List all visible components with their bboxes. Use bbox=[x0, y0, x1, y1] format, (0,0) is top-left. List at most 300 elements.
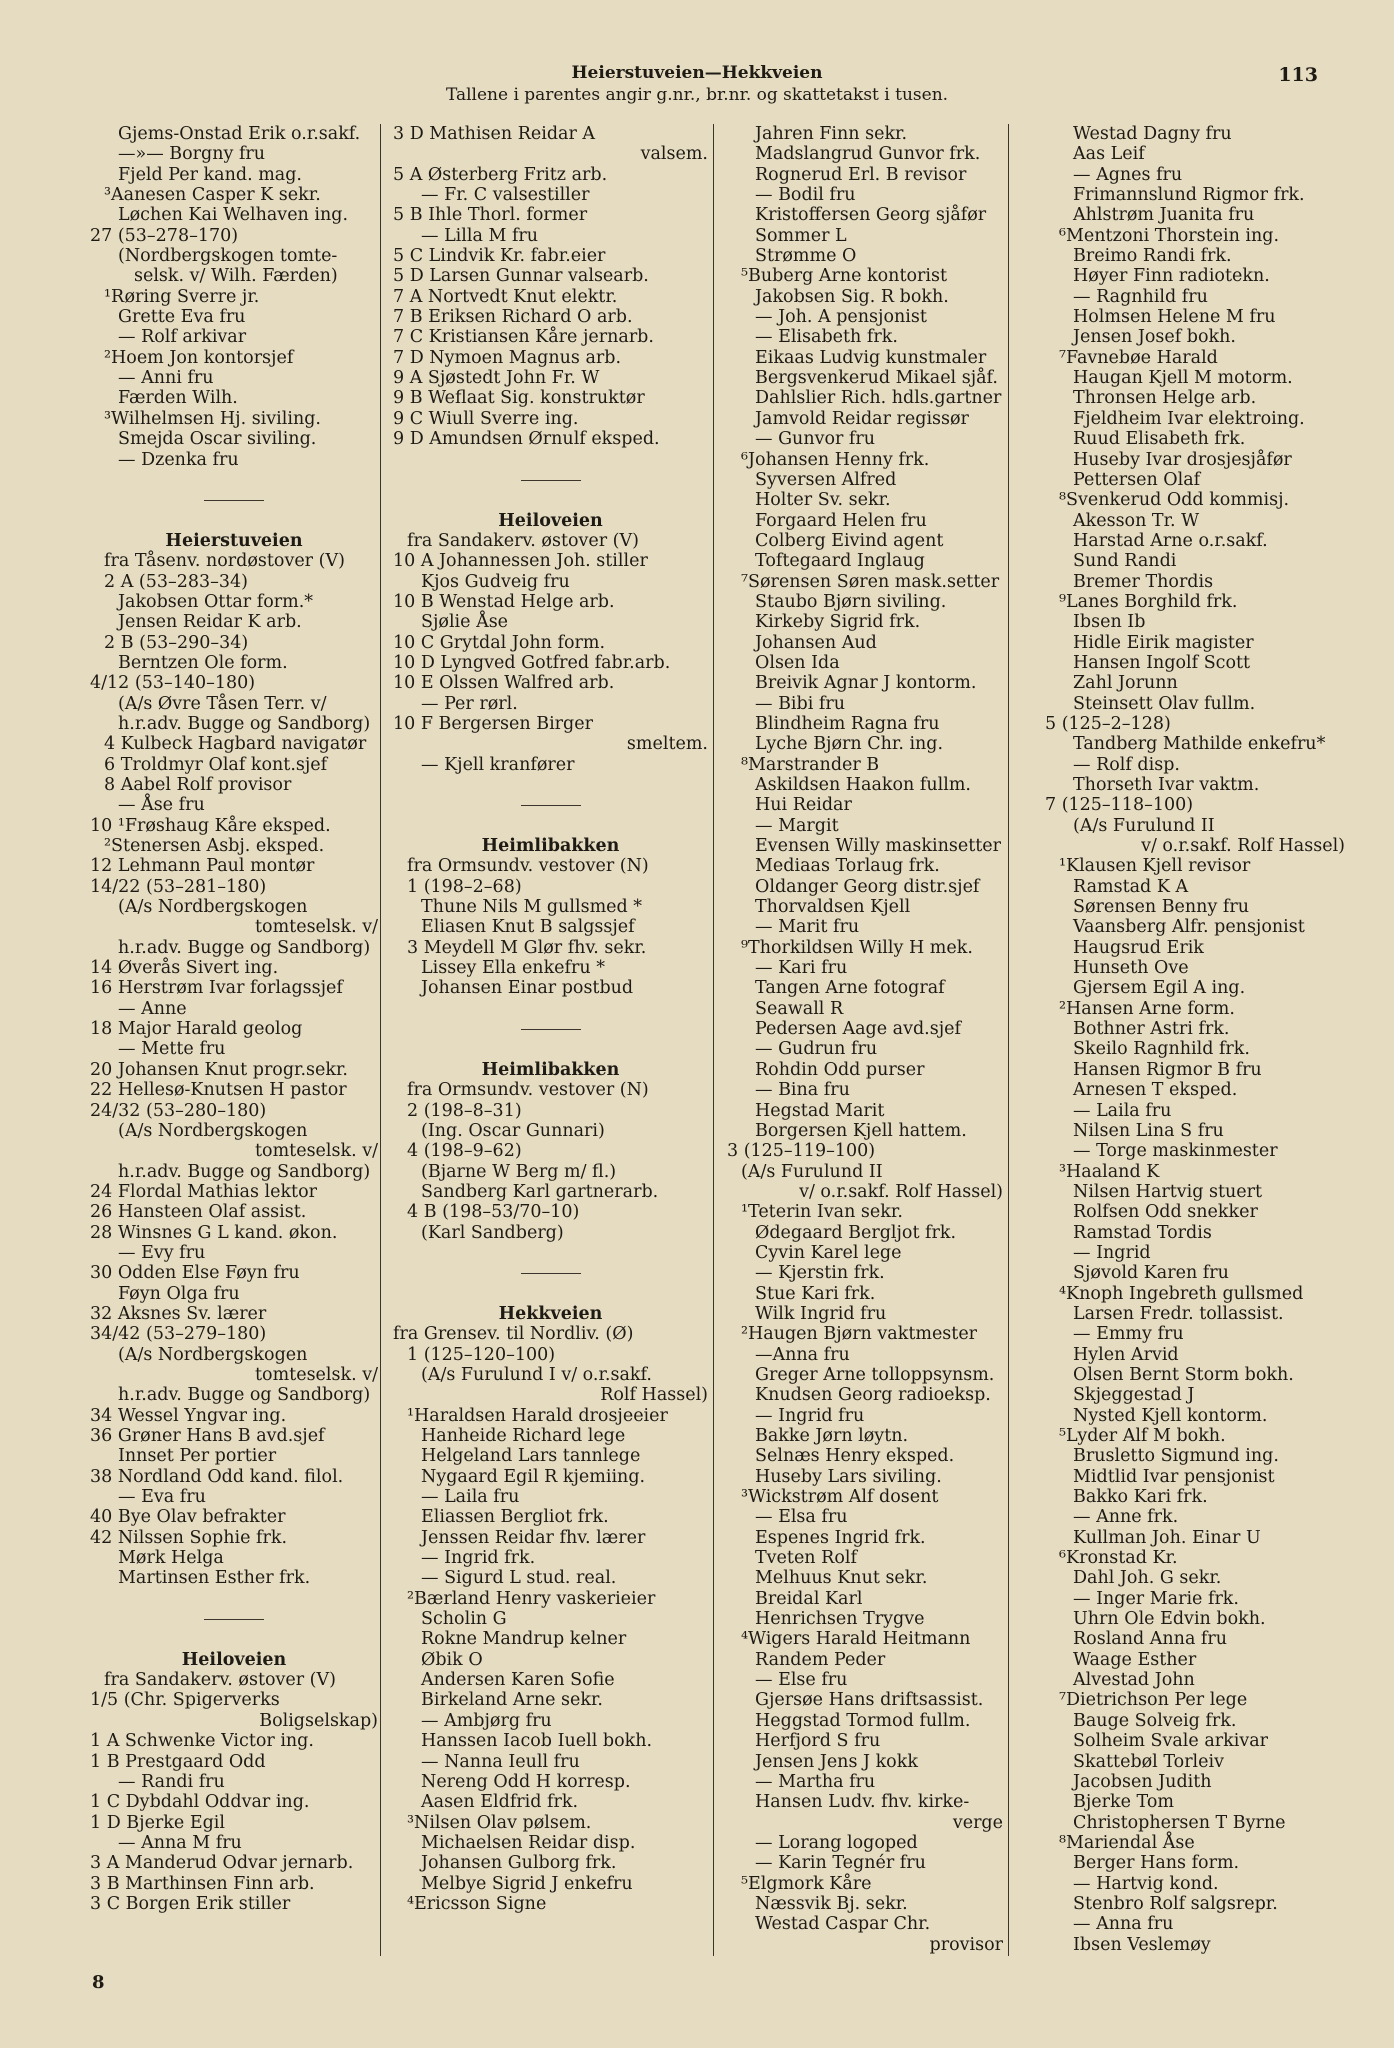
directory-line: Sandberg Karl gartnerarb. bbox=[421, 1181, 659, 1202]
directory-line: 9 D Amundsen Ørnulf eksped. bbox=[393, 429, 660, 450]
directory-line: 27 (53–278–170) bbox=[90, 225, 239, 246]
directory-line: 8 Aabel Rolf provisor bbox=[104, 775, 292, 795]
directory-line: Jensen Jens J kokk bbox=[755, 1751, 918, 1772]
directory-line: 3 B Marthinsen Finn arb. bbox=[90, 1873, 315, 1894]
directory-line: ¹Teterin Ivan sekr. bbox=[741, 1202, 903, 1223]
directory-line: Henrichsen Trygve bbox=[755, 1609, 925, 1630]
directory-line: (A/s Øvre Tåsen Terr. v/ bbox=[118, 693, 327, 714]
directory-line: Rolfsen Odd snekker bbox=[1073, 1202, 1258, 1223]
directory-line: smeltem. bbox=[626, 734, 708, 755]
directory-line: Lyche Bjørn Chr. ing. bbox=[755, 734, 944, 755]
directory-line: 3 Meydell M Glør fhv. sekr. bbox=[407, 937, 647, 958]
spacer bbox=[393, 1243, 708, 1263]
spacer bbox=[393, 1039, 708, 1059]
directory-line: 9 B Weflaat Sig. konstruktør bbox=[393, 388, 645, 409]
section-heading: Heierstuveien bbox=[165, 530, 303, 551]
directory-line: Staubo Bjørn siviling. bbox=[755, 591, 947, 612]
directory-line: Blindheim Ragna fru bbox=[755, 713, 940, 734]
spacer bbox=[90, 1629, 378, 1649]
directory-line: 1 B Prestgaard Odd bbox=[90, 1751, 266, 1772]
directory-line: Evensen Willy maskinsetter bbox=[755, 836, 1001, 857]
directory-line: 4/12 (53–140–180) bbox=[90, 673, 256, 694]
directory-line: tomteselsk. v/ bbox=[255, 1141, 378, 1162]
directory-line: — Mette fru bbox=[118, 1039, 226, 1060]
directory-line: Skjeggestad J bbox=[1073, 1385, 1195, 1406]
page-number: 113 bbox=[1278, 64, 1318, 86]
directory-line: — Torge maskinmester bbox=[1073, 1141, 1278, 1162]
directory-line: ⁷Sørensen Søren mask.setter bbox=[741, 571, 1000, 592]
directory-line: ⁴Wigers Harald Heitmann bbox=[741, 1629, 971, 1650]
directory-line: — Joh. A pensjonist bbox=[755, 307, 927, 328]
section-separator bbox=[393, 795, 708, 815]
directory-line: fra Ormsundv. vestover (N) bbox=[407, 1080, 649, 1101]
directory-line: 5 (125–2–128) bbox=[1045, 713, 1171, 734]
column-divider bbox=[1008, 124, 1009, 1956]
directory-line: 4 (198–9–62) bbox=[407, 1141, 522, 1162]
directory-line: ¹Haraldsen Harald drosjeeier bbox=[407, 1405, 668, 1426]
directory-line: Breivik Agnar J kontorm. bbox=[755, 673, 977, 694]
directory-line: 1 A Schwenke Victor ing. bbox=[90, 1731, 314, 1752]
page-title: Heierstuveien—Hekkveien bbox=[571, 63, 823, 83]
directory-line: Hanheide Richard lege bbox=[421, 1426, 626, 1446]
directory-line: 38 Nordland Odd kand. filol. bbox=[90, 1466, 344, 1487]
directory-line: Føyn Olga fru bbox=[118, 1283, 240, 1304]
directory-line: Gjersem Egil A ing. bbox=[1073, 978, 1246, 999]
directory-line: 5 B Ihle Thorl. former bbox=[393, 205, 588, 226]
directory-line: Hanssen Iacob Iuell bokh. bbox=[421, 1731, 653, 1752]
directory-line: 3 C Borgen Erik stiller bbox=[90, 1893, 291, 1914]
directory-line: ³Wickstrøm Alf dosent bbox=[741, 1487, 939, 1508]
directory-line: ⁹Thorkildsen Willy H mek. bbox=[741, 937, 973, 958]
directory-line: Olsen Bernt Storm bokh. bbox=[1073, 1364, 1294, 1385]
directory-line: Thune Nils M gullsmed * bbox=[421, 897, 643, 918]
directory-line: Bauge Solveig frk. bbox=[1073, 1710, 1237, 1731]
spacer bbox=[393, 999, 708, 1019]
directory-line: h.r.adv. Bugge og Sandborg) bbox=[118, 1385, 371, 1406]
spacer bbox=[393, 490, 708, 510]
directory-line: — Ragnhild fru bbox=[1073, 286, 1208, 307]
directory-line: 5 A Østerberg Fritz arb. bbox=[393, 164, 608, 185]
directory-line: — Inger Marie frk. bbox=[1073, 1588, 1239, 1609]
directory-line: Holter Sv. sekr. bbox=[755, 490, 891, 511]
directory-line: Næssvik Bj. sekr. bbox=[755, 1893, 908, 1914]
directory-line: Fjeld Per kand. mag. bbox=[118, 164, 302, 185]
directory-line: Colberg Eivind agent bbox=[755, 530, 944, 551]
directory-line: Zahl Jorunn bbox=[1073, 673, 1178, 694]
directory-column-2 bbox=[393, 124, 708, 1914]
directory-line: — Lorang logoped bbox=[755, 1832, 918, 1853]
directory-line: Nygaard Egil R kjemiing. bbox=[421, 1466, 646, 1487]
directory-column-3 bbox=[727, 124, 1003, 1955]
directory-line: Tveten Rolf bbox=[755, 1548, 857, 1569]
directory-line: 3 (125–119–100) bbox=[727, 1141, 876, 1162]
directory-line: 4 Kulbeck Hagbard navigatør bbox=[104, 734, 367, 755]
directory-line: Herfjord S fru bbox=[755, 1731, 881, 1752]
directory-line: Melbye Sigrid J enkefru bbox=[421, 1873, 633, 1894]
directory-line: Akesson Tr. W bbox=[1073, 510, 1200, 531]
directory-line: Ibsen Veslemøy bbox=[1073, 1934, 1211, 1955]
directory-line: (Bjarne W Berg m/ fl.) bbox=[421, 1161, 617, 1182]
directory-line: Ramstad Tordis bbox=[1073, 1222, 1212, 1243]
directory-line: (Nordbergskogen tomte- bbox=[118, 246, 338, 267]
directory-line: Øbik O bbox=[421, 1649, 483, 1670]
directory-line: provisor bbox=[929, 1934, 1003, 1955]
directory-line: Toftegaard Inglaug bbox=[755, 551, 925, 572]
directory-line: v/ o.r.sakf. Rolf Hassel) bbox=[1141, 836, 1345, 857]
directory-line: fra Sandakerv. østover (V) bbox=[104, 1670, 336, 1691]
directory-line: Seawall R bbox=[755, 998, 844, 1019]
directory-line: Stue Kari frk. bbox=[755, 1283, 876, 1304]
directory-line: Jamvold Reidar regissør bbox=[755, 408, 969, 429]
directory-line: 1 C Dybdahl Oddvar ing. bbox=[90, 1792, 310, 1813]
directory-line: Rokne Mandrup kelner bbox=[421, 1629, 627, 1650]
directory-line: Arnesen T eksped. bbox=[1073, 1080, 1238, 1101]
directory-line: Johansen Aud bbox=[755, 632, 877, 653]
directory-line: — Agnes fru bbox=[1073, 164, 1183, 185]
directory-line: Bjerke Tom bbox=[1073, 1792, 1174, 1813]
directory-line: — Anna M fru bbox=[118, 1832, 242, 1853]
directory-line: — Randi fru bbox=[118, 1771, 225, 1792]
directory-line: Selnæs Henry eksped. bbox=[755, 1446, 955, 1467]
directory-line: ²Haugen Bjørn vaktmester bbox=[741, 1324, 978, 1345]
directory-line: Cyvin Karel lege bbox=[755, 1242, 902, 1263]
directory-line: — Fr. C valsestiller bbox=[421, 185, 590, 206]
directory-line: Hui Reidar bbox=[755, 795, 852, 816]
directory-line: 36 Grøner Hans B avd.sjef bbox=[90, 1426, 325, 1446]
directory-line: Kirkeby Sigrid frk. bbox=[755, 612, 921, 633]
column-divider bbox=[380, 124, 381, 1956]
directory-line: Randem Peder bbox=[755, 1649, 886, 1670]
directory-line: 2 (198–8–31) bbox=[407, 1100, 522, 1121]
directory-line: h.r.adv. Bugge og Sandborg) bbox=[118, 1161, 371, 1182]
directory-line: Melhuus Knut sekr. bbox=[755, 1568, 928, 1589]
directory-line: Breimo Randi frk. bbox=[1073, 246, 1232, 267]
directory-line: ³Haaland K bbox=[1059, 1161, 1160, 1182]
directory-line: Sørensen Benny fru bbox=[1073, 897, 1250, 918]
directory-line: Haugsrud Erik bbox=[1073, 937, 1204, 958]
directory-line: Sjølie Åse bbox=[421, 612, 509, 633]
directory-line: — Karin Tegnér fru bbox=[755, 1853, 926, 1874]
directory-line: Jensen Reidar K arb. bbox=[118, 612, 302, 633]
directory-line: (A/s Furulund II bbox=[1073, 815, 1215, 836]
directory-line: (A/s Nordbergskogen bbox=[118, 897, 308, 918]
directory-line: — Marit fru bbox=[755, 917, 860, 938]
directory-line: Høyer Finn radiotekn. bbox=[1073, 266, 1270, 287]
directory-line: (A/s Nordbergskogen bbox=[118, 1120, 308, 1141]
directory-line: Westad Dagny fru bbox=[1073, 124, 1232, 144]
directory-line: Larsen Fredr. tollassist. bbox=[1073, 1303, 1284, 1324]
directory-line: 10 ¹Frøshaug Kåre eksped. bbox=[90, 815, 331, 836]
directory-line: 6 Troldmyr Olaf kont.sjef bbox=[104, 754, 328, 775]
directory-line: 28 Winsnes G L kand. økon. bbox=[90, 1222, 338, 1243]
directory-line: Kullman Joh. Einar U bbox=[1073, 1527, 1261, 1548]
section-separator bbox=[393, 1019, 708, 1039]
directory-line: Uhrn Ole Edvin bokh. bbox=[1073, 1609, 1266, 1630]
directory-line: Olsen Ida bbox=[755, 652, 840, 673]
directory-line: 10 D Lyngved Gotfred fabr.arb. bbox=[393, 652, 671, 673]
directory-line: ⁵Lyder Alf M bokh. bbox=[1059, 1426, 1226, 1446]
directory-line: 34 Wessel Yngvar ing. bbox=[90, 1405, 287, 1426]
directory-line: Midtlid Ivar pensjonist bbox=[1073, 1466, 1275, 1487]
directory-line: ⁹Lanes Borghild frk. bbox=[1059, 591, 1238, 612]
directory-line: 34/42 (53–279–180) bbox=[90, 1324, 267, 1345]
directory-line: Jacobsen Judith bbox=[1073, 1771, 1212, 1792]
directory-line: ²Hansen Arne form. bbox=[1059, 998, 1235, 1019]
directory-line: Boligselskap) bbox=[259, 1710, 378, 1731]
directory-line: 2 A (53–283–34) bbox=[104, 571, 248, 592]
directory-line: — Bina fru bbox=[755, 1080, 850, 1101]
directory-line: Nysted Kjell kontorm. bbox=[1073, 1405, 1268, 1426]
directory-line: — Hartvig kond. bbox=[1073, 1873, 1219, 1894]
directory-line: Strømme O bbox=[755, 246, 857, 267]
directory-line: — Dzenka fru bbox=[118, 449, 239, 470]
directory-line: — Anni fru bbox=[118, 368, 214, 389]
directory-line: — Anne bbox=[118, 998, 187, 1019]
directory-line: 14 Øverås Sivert ing. bbox=[90, 958, 279, 979]
directory-line: 4 B (198–53/70–10) bbox=[407, 1202, 580, 1223]
directory-line: 22 Hellesø-Knutsen H pastor bbox=[90, 1080, 347, 1101]
directory-line: Haugan Kjell M motorm. bbox=[1073, 368, 1293, 389]
directory-line: fra Grensev. til Nordliv. (Ø) bbox=[393, 1324, 634, 1345]
directory-line: — Else fru bbox=[755, 1670, 848, 1691]
directory-line: Brusletto Sigmund ing. bbox=[1073, 1446, 1279, 1467]
directory-line: — Per rørl. bbox=[421, 693, 518, 714]
section-heading: Hekkveien bbox=[498, 1303, 603, 1324]
directory-line: ⁸Mariendal Åse bbox=[1059, 1832, 1195, 1853]
directory-line: verge bbox=[952, 1812, 1003, 1833]
directory-line: h.r.adv. Bugge og Sandborg) bbox=[118, 713, 371, 734]
directory-line: Thronsen Helge arb. bbox=[1073, 388, 1257, 409]
directory-line: — Åse fru bbox=[118, 795, 205, 816]
directory-line: Michaelsen Reidar disp. bbox=[421, 1832, 636, 1853]
directory-line: 7 B Eriksen Richard O arb. bbox=[393, 307, 633, 328]
directory-line: ¹Klausen Kjell revisor bbox=[1059, 856, 1251, 877]
directory-line: Gjersøe Hans driftsassist. bbox=[755, 1690, 984, 1711]
directory-line: Johansen Einar postbud bbox=[421, 978, 634, 999]
directory-line: Hegstad Marit bbox=[755, 1100, 885, 1121]
directory-line: 42 Nilssen Sophie frk. bbox=[90, 1527, 288, 1548]
directory-line: 7 D Nymoen Magnus arb. bbox=[393, 347, 622, 368]
directory-line: — Laila fru bbox=[1073, 1100, 1172, 1121]
directory-line: (Ing. Oscar Gunnari) bbox=[421, 1120, 605, 1141]
directory-line: Ramstad K A bbox=[1073, 876, 1189, 897]
directory-line: 7 (125–118–100) bbox=[1045, 795, 1194, 816]
section-separator bbox=[393, 1263, 708, 1283]
directory-line: Pettersen Olaf bbox=[1073, 469, 1201, 490]
directory-line: Grette Eva fru bbox=[118, 307, 246, 328]
directory-line: — Anna fru bbox=[1073, 1914, 1174, 1935]
directory-line: Rolf Hassel) bbox=[600, 1385, 708, 1406]
directory-line: — Sigurd L stud. real. bbox=[421, 1568, 617, 1589]
page-header bbox=[0, 62, 1394, 106]
directory-line: (A/s Furulund II bbox=[741, 1161, 883, 1182]
directory-line: Knudsen Georg radioeksp. bbox=[755, 1385, 991, 1406]
directory-line: Helgeland Lars tannlege bbox=[421, 1446, 641, 1467]
directory-line: Færden Wilh. bbox=[118, 388, 238, 409]
directory-line: Hansen Rigmor B fru bbox=[1073, 1059, 1262, 1080]
directory-column-4 bbox=[1045, 124, 1345, 1955]
directory-line: — Emmy fru bbox=[1073, 1324, 1184, 1345]
directory-line: ⁶Mentzoni Thorstein ing. bbox=[1059, 225, 1280, 246]
directory-line: 5 D Larsen Gunnar valsearb. bbox=[393, 266, 649, 287]
directory-line: Løchen Kai Welhaven ing. bbox=[118, 205, 349, 226]
directory-line: Dahl Joh. G sekr. bbox=[1073, 1568, 1222, 1589]
directory-line: Rosland Anna fru bbox=[1073, 1629, 1228, 1650]
directory-line: Alvestad John bbox=[1073, 1670, 1195, 1691]
directory-line: Borgersen Kjell hattem. bbox=[755, 1120, 967, 1141]
directory-line: Thorseth Ivar vaktm. bbox=[1073, 775, 1260, 795]
directory-line: Sund Randi bbox=[1073, 551, 1177, 572]
footer-number: 8 bbox=[92, 1972, 105, 1993]
directory-line: Lissey Ella enkefru * bbox=[421, 958, 605, 979]
directory-line: Heggstad Tormod fullm. bbox=[755, 1710, 971, 1731]
directory-line: ²Bærland Henry vaskerieier bbox=[407, 1588, 656, 1609]
directory-line: Greger Arne tolloppsynsm. bbox=[755, 1364, 995, 1385]
directory-line: Bakke Jørn løytn. bbox=[755, 1426, 909, 1446]
directory-line: v/ o.r.sakf. Rolf Hassel) bbox=[799, 1181, 1003, 1202]
directory-line: 1 (125–120–100) bbox=[407, 1344, 556, 1365]
directory-line: Syversen Alfred bbox=[755, 469, 897, 490]
directory-line: Steinsett Olav fullm. bbox=[1073, 693, 1256, 714]
directory-line: 10 A Johannessen Joh. stiller bbox=[393, 551, 648, 572]
directory-line: Bakko Kari frk. bbox=[1073, 1487, 1208, 1508]
directory-line: Breidal Karl bbox=[755, 1588, 863, 1609]
directory-line: — Kjell kranfører bbox=[421, 754, 575, 775]
section-heading: Heiloveien bbox=[498, 510, 603, 531]
directory-line: ⁶Kronstad Kr. bbox=[1059, 1548, 1178, 1569]
directory-line: Nilsen Hartvig stuert bbox=[1073, 1181, 1263, 1202]
directory-line: Huseby Lars siviling. bbox=[755, 1466, 942, 1487]
directory-line: Hansen Ingolf Scott bbox=[1073, 652, 1251, 673]
directory-line: 10 B Wenstad Helge arb. bbox=[393, 591, 615, 612]
directory-line: ⁴Ericsson Signe bbox=[407, 1893, 547, 1914]
directory-line: — Gudrun fru bbox=[755, 1039, 878, 1060]
directory-line: — Bibi fru bbox=[755, 693, 845, 714]
section-heading: Heiloveien bbox=[181, 1649, 287, 1670]
section-separator bbox=[90, 1609, 378, 1629]
spacer bbox=[90, 511, 378, 531]
directory-line: Oldanger Georg distr.sjef bbox=[755, 876, 980, 897]
directory-line: 18 Major Harald geolog bbox=[90, 1019, 303, 1040]
directory-line: Forgaard Helen fru bbox=[755, 510, 927, 531]
directory-line: ²Stenersen Asbj. eksped. bbox=[104, 836, 325, 857]
directory-line: — Nanna Ieull fru bbox=[421, 1751, 580, 1772]
directory-line: fra Tåsenv. nordøstover (V) bbox=[104, 551, 345, 572]
directory-line: — Evy fru bbox=[118, 1242, 206, 1263]
directory-line: 14/22 (53–281–180) bbox=[90, 876, 267, 897]
directory-line: 1 (198–2–68) bbox=[407, 876, 522, 897]
directory-line: — Margit bbox=[755, 815, 839, 836]
directory-line: — Ingrid frk. bbox=[421, 1548, 536, 1569]
directory-line: Nereng Odd H korresp. bbox=[421, 1771, 631, 1792]
directory-line: ⁷Dietrichson Per lege bbox=[1059, 1690, 1248, 1711]
directory-line: — Gunvor fru bbox=[755, 429, 876, 450]
directory-column-1 bbox=[90, 124, 378, 1914]
spacer bbox=[90, 470, 378, 490]
directory-line: 9 A Sjøstedt John Fr. W bbox=[393, 368, 600, 389]
spacer bbox=[393, 816, 708, 836]
page-subtitle: Tallene i parentes angir g.nr., br.nr. og skattetakst i tusen. bbox=[445, 85, 949, 105]
directory-line: Jensen Josef bokh. bbox=[1073, 327, 1236, 348]
spacer bbox=[393, 775, 708, 795]
directory-line: Ibsen Ib bbox=[1073, 612, 1146, 633]
directory-line: tomteselsk. v/ bbox=[255, 1364, 378, 1385]
directory-line: Jahren Finn sekr. bbox=[755, 124, 908, 144]
directory-line: — Kari fru bbox=[755, 958, 848, 979]
directory-line: h.r.adv. Bugge og Sandborg) bbox=[118, 937, 371, 958]
section-separator bbox=[393, 470, 708, 490]
directory-line: Espenes Ingrid frk. bbox=[755, 1527, 926, 1548]
directory-line: Gjems-Onstad Erik o.r.sakf. bbox=[118, 124, 361, 144]
directory-line: ³Nilsen Olav pølsem. bbox=[407, 1812, 592, 1833]
directory-line: 3 D Mathisen Reidar A bbox=[393, 124, 596, 144]
directory-line: ²Hoem Jon kontorsjef bbox=[104, 347, 294, 368]
section-heading: Heimlibakken bbox=[481, 836, 620, 857]
directory-line: Thorvaldsen Kjell bbox=[755, 897, 911, 918]
directory-line: Hansen Ludv. fhv. kirke- bbox=[755, 1792, 970, 1813]
directory-line: Christophersen T Byrne bbox=[1073, 1812, 1286, 1833]
directory-line: Tangen Arne fotograf bbox=[755, 978, 945, 999]
directory-line: Waage Esther bbox=[1073, 1649, 1197, 1670]
directory-line: 40 Bye Olav befrakter bbox=[90, 1507, 286, 1528]
directory-line: (A/s Furulund I v/ o.r.sakf. bbox=[421, 1364, 652, 1385]
directory-line: 9 C Wiull Sverre ing. bbox=[393, 408, 579, 429]
directory-line: ⁶Johansen Henny frk. bbox=[741, 449, 930, 470]
directory-line: Frimannslund Rigmor frk. bbox=[1073, 185, 1305, 206]
directory-line: Aasen Eldfrid frk. bbox=[421, 1792, 579, 1813]
directory-line: 24 Flordal Mathias lektor bbox=[90, 1181, 317, 1202]
directory-line: 1 D Bjerke Egil bbox=[90, 1812, 225, 1833]
directory-line: 5 C Lindvik Kr. fabr.eier bbox=[393, 246, 606, 267]
directory-line: Kristoffersen Georg sjåfør bbox=[755, 205, 987, 226]
section-heading: Heimlibakken bbox=[481, 1059, 620, 1080]
directory-line: Tandberg Mathilde enkefru* bbox=[1073, 734, 1326, 755]
directory-line: Innset Per portier bbox=[118, 1446, 277, 1467]
directory-line: ⁸Svenkerud Odd kommisj. bbox=[1059, 490, 1290, 511]
directory-line: Askildsen Haakon fullm. bbox=[755, 775, 971, 795]
spacer bbox=[393, 450, 708, 470]
spacer bbox=[90, 1589, 378, 1609]
directory-line: 2 B (53–290–34) bbox=[104, 632, 249, 653]
directory-line: Mediaas Torlaug frk. bbox=[755, 856, 940, 877]
directory-line: — Ingrid fru bbox=[755, 1405, 865, 1426]
directory-line: Berger Hans form. bbox=[1073, 1853, 1240, 1874]
directory-line: Huseby Ivar drosjesjåfør bbox=[1073, 449, 1292, 470]
directory-line: ¹Røring Sverre jr. bbox=[104, 286, 260, 307]
directory-line: ⁵Elgmork Kåre bbox=[741, 1873, 872, 1894]
directory-line: Fjeldheim Ivar elektroing. bbox=[1073, 408, 1305, 429]
directory-line: Vaansberg Alfr. pensjonist bbox=[1073, 917, 1305, 938]
directory-line: Eikaas Ludvig kunstmaler bbox=[755, 347, 987, 368]
directory-line: — Kjerstin frk. bbox=[755, 1263, 885, 1284]
column-divider bbox=[713, 124, 714, 1956]
directory-line: 12 Lehmann Paul montør bbox=[90, 856, 315, 877]
directory-line: (Karl Sandberg) bbox=[421, 1222, 564, 1243]
directory-line: Hylen Arvid bbox=[1073, 1344, 1179, 1365]
directory-line: 16 Herstrøm Ivar forlagssjef bbox=[90, 978, 343, 999]
directory-line: —»— Borgny fru bbox=[118, 144, 266, 165]
spacer bbox=[393, 1284, 708, 1304]
directory-line: (A/s Nordbergskogen bbox=[118, 1344, 308, 1365]
directory-line: — Anne frk. bbox=[1073, 1507, 1179, 1528]
directory-line: Johansen Gulborg frk. bbox=[421, 1853, 617, 1874]
directory-line: — Ambjørg fru bbox=[421, 1710, 552, 1731]
directory-line: Birkeland Arne sekr. bbox=[421, 1690, 603, 1711]
directory-line: ⁴Knoph Ingebreth gullsmed bbox=[1059, 1283, 1304, 1304]
directory-line: 32 Aksnes Sv. lærer bbox=[90, 1303, 267, 1324]
directory-line: ³Wilhelmsen Hj. siviling. bbox=[104, 408, 321, 429]
directory-line: Dahlslier Rich. hdls.gartner bbox=[755, 388, 1002, 409]
